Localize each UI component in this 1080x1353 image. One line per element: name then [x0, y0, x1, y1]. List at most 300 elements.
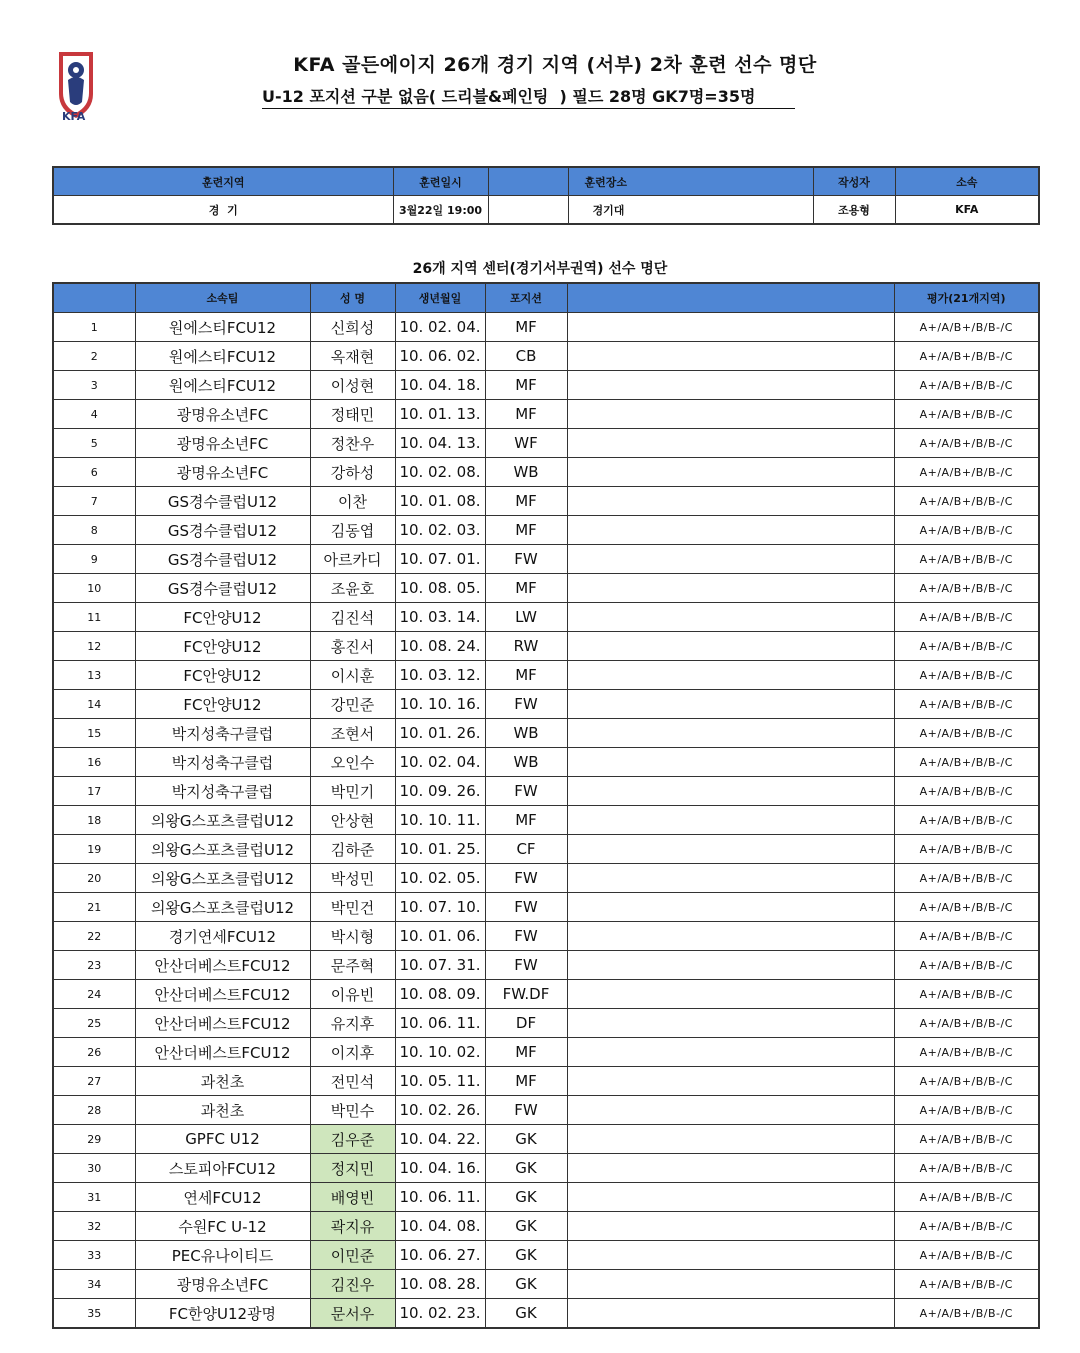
row-player-name: 조현서: [310, 719, 395, 748]
info-header-author: 작성자: [813, 167, 895, 196]
row-blank: [567, 603, 894, 632]
row-birthdate: 10. 08. 05.: [395, 574, 485, 603]
col-header-blank: [567, 283, 894, 313]
row-position: MF: [485, 516, 567, 545]
row-blank: [567, 864, 894, 893]
row-evaluation: A+/A/B+/B/B-/C: [894, 545, 1039, 574]
row-number: 8: [53, 516, 135, 545]
info-header-affiliation: 소속: [895, 167, 1039, 196]
row-birthdate: 10. 02. 05.: [395, 864, 485, 893]
row-position: LW: [485, 603, 567, 632]
row-birthdate: 10. 03. 14.: [395, 603, 485, 632]
info-region: 경 기: [53, 196, 393, 225]
row-player-name: 박민기: [310, 777, 395, 806]
info-blank: [488, 196, 568, 225]
row-number: 12: [53, 632, 135, 661]
row-blank: [567, 487, 894, 516]
row-birthdate: 10. 04. 22.: [395, 1125, 485, 1154]
col-header-birth: 생년월일: [395, 283, 485, 313]
row-blank: [567, 1009, 894, 1038]
table-row: [53, 719, 1039, 748]
col-header-name: 성 명: [310, 283, 395, 313]
row-player-name: 조윤호: [310, 574, 395, 603]
row-evaluation: A+/A/B+/B/B-/C: [894, 400, 1039, 429]
row-team: GS경수클럽U12: [135, 487, 310, 516]
table-row: [53, 777, 1039, 806]
row-birthdate: 10. 06. 11.: [395, 1183, 485, 1212]
row-number: 7: [53, 487, 135, 516]
row-player-name: 강민준: [310, 690, 395, 719]
row-number: 10: [53, 574, 135, 603]
table-row: [53, 429, 1039, 458]
training-info-table: [52, 166, 1040, 225]
row-team: 의왕G스포츠클럽U12: [135, 806, 310, 835]
row-blank: [567, 1154, 894, 1183]
row-blank: [567, 748, 894, 777]
row-number: 30: [53, 1154, 135, 1183]
row-team: 안산더베스트FCU12: [135, 1009, 310, 1038]
row-blank: [567, 777, 894, 806]
table-row: [53, 806, 1039, 835]
row-team: 안산더베스트FCU12: [135, 951, 310, 980]
row-number: 21: [53, 893, 135, 922]
info-header-region: 훈련지역: [53, 167, 393, 196]
row-player-name: 배영빈: [310, 1183, 395, 1212]
row-player-name: 유지후: [310, 1009, 395, 1038]
row-player-name: 김우준: [310, 1125, 395, 1154]
row-number: 29: [53, 1125, 135, 1154]
row-player-name: 김하준: [310, 835, 395, 864]
row-team: 과천초: [135, 1067, 310, 1096]
row-number: 14: [53, 690, 135, 719]
row-birthdate: 10. 07. 01.: [395, 545, 485, 574]
row-birthdate: 10. 08. 24.: [395, 632, 485, 661]
row-player-name: 홍진서: [310, 632, 395, 661]
row-position: MF: [485, 400, 567, 429]
row-blank: [567, 458, 894, 487]
table-row: [53, 748, 1039, 777]
table-row: [53, 574, 1039, 603]
col-header-team: 소속팀: [135, 283, 310, 313]
table-row: [53, 342, 1039, 371]
row-evaluation: A+/A/B+/B/B-/C: [894, 342, 1039, 371]
row-blank: [567, 719, 894, 748]
row-number: 31: [53, 1183, 135, 1212]
row-birthdate: 10. 06. 27.: [395, 1241, 485, 1270]
row-number: 4: [53, 400, 135, 429]
row-blank: [567, 922, 894, 951]
table-row: [53, 1212, 1039, 1241]
row-number: 5: [53, 429, 135, 458]
row-blank: [567, 545, 894, 574]
row-player-name: 이민준: [310, 1241, 395, 1270]
row-number: 15: [53, 719, 135, 748]
row-evaluation: A+/A/B+/B/B-/C: [894, 835, 1039, 864]
row-blank: [567, 1212, 894, 1241]
row-evaluation: A+/A/B+/B/B-/C: [894, 1067, 1039, 1096]
row-number: 27: [53, 1067, 135, 1096]
table-row: [53, 922, 1039, 951]
table-row: [53, 835, 1039, 864]
row-blank: [567, 1270, 894, 1299]
row-team: 박지성축구클럽: [135, 719, 310, 748]
row-evaluation: A+/A/B+/B/B-/C: [894, 429, 1039, 458]
row-position: GK: [485, 1299, 567, 1329]
row-position: FW: [485, 690, 567, 719]
table-row: [53, 980, 1039, 1009]
row-blank: [567, 951, 894, 980]
row-position: MF: [485, 661, 567, 690]
row-player-name: 안상현: [310, 806, 395, 835]
row-player-name: 이지후: [310, 1038, 395, 1067]
row-number: 26: [53, 1038, 135, 1067]
table-row: [53, 1299, 1039, 1329]
row-team: 안산더베스트FCU12: [135, 980, 310, 1009]
row-blank: [567, 1038, 894, 1067]
row-player-name: 이찬: [310, 487, 395, 516]
row-player-name: 곽지유: [310, 1212, 395, 1241]
row-team: 박지성축구클럽: [135, 777, 310, 806]
row-player-name: 이유빈: [310, 980, 395, 1009]
table-row: [53, 690, 1039, 719]
table-row: [53, 632, 1039, 661]
row-evaluation: A+/A/B+/B/B-/C: [894, 574, 1039, 603]
row-number: 23: [53, 951, 135, 980]
row-birthdate: 10. 08. 09.: [395, 980, 485, 1009]
row-number: 19: [53, 835, 135, 864]
row-evaluation: A+/A/B+/B/B-/C: [894, 1241, 1039, 1270]
row-number: 35: [53, 1299, 135, 1329]
row-player-name: 정찬우: [310, 429, 395, 458]
row-number: 1: [53, 313, 135, 342]
row-blank: [567, 1241, 894, 1270]
row-team: 과천초: [135, 1096, 310, 1125]
row-birthdate: 10. 02. 04.: [395, 748, 485, 777]
row-birthdate: 10. 04. 13.: [395, 429, 485, 458]
logo-text: KFA: [62, 110, 86, 123]
row-team: GS경수클럽U12: [135, 516, 310, 545]
row-blank: [567, 342, 894, 371]
row-birthdate: 10. 06. 02.: [395, 342, 485, 371]
row-position: MF: [485, 313, 567, 342]
row-birthdate: 10. 02. 04.: [395, 313, 485, 342]
row-player-name: 문서우: [310, 1299, 395, 1329]
row-birthdate: 10. 01. 06.: [395, 922, 485, 951]
row-number: 34: [53, 1270, 135, 1299]
row-blank: [567, 400, 894, 429]
row-number: 20: [53, 864, 135, 893]
row-team: 원에스티FCU12: [135, 313, 310, 342]
row-position: MF: [485, 371, 567, 400]
row-evaluation: A+/A/B+/B/B-/C: [894, 458, 1039, 487]
row-evaluation: A+/A/B+/B/B-/C: [894, 690, 1039, 719]
row-blank: [567, 516, 894, 545]
row-team: GS경수클럽U12: [135, 574, 310, 603]
roster-table: [52, 282, 1040, 1329]
row-player-name: 박시형: [310, 922, 395, 951]
row-birthdate: 10. 02. 26.: [395, 1096, 485, 1125]
info-datetime: 3월22일 19:00: [393, 196, 488, 225]
row-position: FW: [485, 893, 567, 922]
row-player-name: 전민석: [310, 1067, 395, 1096]
row-evaluation: A+/A/B+/B/B-/C: [894, 1125, 1039, 1154]
row-birthdate: 10. 10. 02.: [395, 1038, 485, 1067]
row-number: 18: [53, 806, 135, 835]
row-player-name: 신희성: [310, 313, 395, 342]
row-team: GS경수클럽U12: [135, 545, 310, 574]
row-number: 3: [53, 371, 135, 400]
row-blank: [567, 1125, 894, 1154]
table-row: [53, 1096, 1039, 1125]
row-number: 17: [53, 777, 135, 806]
row-evaluation: A+/A/B+/B/B-/C: [894, 719, 1039, 748]
table-row: [53, 1270, 1039, 1299]
row-number: 11: [53, 603, 135, 632]
row-player-name: 이성현: [310, 371, 395, 400]
row-number: 6: [53, 458, 135, 487]
row-evaluation: A+/A/B+/B/B-/C: [894, 487, 1039, 516]
col-header-no: [53, 283, 135, 313]
table-row: [53, 1183, 1039, 1212]
row-birthdate: 10. 06. 11.: [395, 1009, 485, 1038]
row-team: FC안양U12: [135, 603, 310, 632]
row-player-name: 박민건: [310, 893, 395, 922]
row-birthdate: 10. 01. 26.: [395, 719, 485, 748]
row-number: 25: [53, 1009, 135, 1038]
row-position: GK: [485, 1154, 567, 1183]
row-blank: [567, 661, 894, 690]
info-header-blank: [488, 167, 568, 196]
roster-caption: 26개 지역 센터(경기서부권역) 선수 명단: [412, 261, 668, 277]
row-position: GK: [485, 1125, 567, 1154]
table-row: [53, 661, 1039, 690]
table-row: [53, 1067, 1039, 1096]
row-blank: [567, 1299, 894, 1329]
row-position: MF: [485, 574, 567, 603]
row-birthdate: 10. 01. 25.: [395, 835, 485, 864]
row-evaluation: A+/A/B+/B/B-/C: [894, 516, 1039, 545]
row-blank: [567, 806, 894, 835]
row-player-name: 김진석: [310, 603, 395, 632]
row-birthdate: 10. 02. 03.: [395, 516, 485, 545]
row-position: GK: [485, 1212, 567, 1241]
row-number: 28: [53, 1096, 135, 1125]
row-player-name: 박성민: [310, 864, 395, 893]
row-player-name: 정태민: [310, 400, 395, 429]
row-evaluation: A+/A/B+/B/B-/C: [894, 313, 1039, 342]
row-position: GK: [485, 1241, 567, 1270]
row-blank: [567, 1183, 894, 1212]
row-position: WB: [485, 748, 567, 777]
row-player-name: 오인수: [310, 748, 395, 777]
row-position: FW: [485, 1096, 567, 1125]
row-evaluation: A+/A/B+/B/B-/C: [894, 922, 1039, 951]
row-team: FC안양U12: [135, 690, 310, 719]
row-blank: [567, 1096, 894, 1125]
row-evaluation: A+/A/B+/B/B-/C: [894, 806, 1039, 835]
row-blank: [567, 893, 894, 922]
page-title: KFA 골든에이지 26개 경기 지역 (서부) 2차 훈련 선수 명단: [293, 54, 817, 76]
row-position: DF: [485, 1009, 567, 1038]
row-evaluation: A+/A/B+/B/B-/C: [894, 980, 1039, 1009]
row-birthdate: 10. 08. 28.: [395, 1270, 485, 1299]
row-number: 2: [53, 342, 135, 371]
row-team: 수원FC U-12: [135, 1212, 310, 1241]
row-evaluation: A+/A/B+/B/B-/C: [894, 632, 1039, 661]
row-team: 박지성축구클럽: [135, 748, 310, 777]
table-row: [53, 1241, 1039, 1270]
row-number: 32: [53, 1212, 135, 1241]
row-blank: [567, 574, 894, 603]
row-number: 13: [53, 661, 135, 690]
row-player-name: 박민수: [310, 1096, 395, 1125]
row-birthdate: 10. 05. 11.: [395, 1067, 485, 1096]
row-birthdate: 10. 04. 18.: [395, 371, 485, 400]
row-team: FC안양U12: [135, 661, 310, 690]
row-evaluation: A+/A/B+/B/B-/C: [894, 893, 1039, 922]
row-position: FW: [485, 951, 567, 980]
row-position: FW: [485, 922, 567, 951]
row-team: 스토피아FCU12: [135, 1154, 310, 1183]
info-place: 경기대: [568, 196, 813, 225]
row-team: 광명유소년FC: [135, 400, 310, 429]
row-team: 광명유소년FC: [135, 429, 310, 458]
row-evaluation: A+/A/B+/B/B-/C: [894, 1212, 1039, 1241]
row-number: 22: [53, 922, 135, 951]
row-evaluation: A+/A/B+/B/B-/C: [894, 951, 1039, 980]
row-position: CB: [485, 342, 567, 371]
row-birthdate: 10. 09. 26.: [395, 777, 485, 806]
table-row: [53, 458, 1039, 487]
row-team: FC안양U12: [135, 632, 310, 661]
info-author: 조용형: [813, 196, 895, 225]
row-number: 24: [53, 980, 135, 1009]
table-row: [53, 516, 1039, 545]
row-birthdate: 10. 04. 16.: [395, 1154, 485, 1183]
row-evaluation: A+/A/B+/B/B-/C: [894, 661, 1039, 690]
row-birthdate: 10. 10. 11.: [395, 806, 485, 835]
row-evaluation: A+/A/B+/B/B-/C: [894, 603, 1039, 632]
row-position: MF: [485, 1067, 567, 1096]
row-team: FC한양U12광명: [135, 1299, 310, 1329]
table-row: [53, 1154, 1039, 1183]
row-evaluation: A+/A/B+/B/B-/C: [894, 748, 1039, 777]
row-evaluation: A+/A/B+/B/B-/C: [894, 1038, 1039, 1067]
row-position: RW: [485, 632, 567, 661]
info-header-datetime: 훈련일시: [393, 167, 488, 196]
table-row: [53, 313, 1039, 342]
table-row: [53, 371, 1039, 400]
row-team: 의왕G스포츠클럽U12: [135, 893, 310, 922]
row-position: FW: [485, 545, 567, 574]
row-blank: [567, 429, 894, 458]
row-blank: [567, 632, 894, 661]
row-position: MF: [485, 1038, 567, 1067]
row-team: 연세FCU12: [135, 1183, 310, 1212]
row-player-name: 옥재현: [310, 342, 395, 371]
row-player-name: 아르카디: [310, 545, 395, 574]
col-header-evaluation: 평가(21개지역): [894, 283, 1039, 313]
table-row: [53, 951, 1039, 980]
row-position: WB: [485, 719, 567, 748]
table-row: [53, 400, 1039, 429]
row-position: WB: [485, 458, 567, 487]
row-blank: [567, 835, 894, 864]
row-team: 원에스티FCU12: [135, 371, 310, 400]
table-row: [53, 864, 1039, 893]
row-birthdate: 10. 01. 08.: [395, 487, 485, 516]
row-evaluation: A+/A/B+/B/B-/C: [894, 1270, 1039, 1299]
row-number: 16: [53, 748, 135, 777]
row-position: FW.DF: [485, 980, 567, 1009]
row-blank: [567, 371, 894, 400]
row-birthdate: 10. 10. 16.: [395, 690, 485, 719]
table-row: [53, 545, 1039, 574]
row-evaluation: A+/A/B+/B/B-/C: [894, 1096, 1039, 1125]
row-position: CF: [485, 835, 567, 864]
row-team: 의왕G스포츠클럽U12: [135, 835, 310, 864]
row-blank: [567, 313, 894, 342]
row-team: 경기연세FCU12: [135, 922, 310, 951]
row-position: MF: [485, 806, 567, 835]
row-position: FW: [485, 864, 567, 893]
row-evaluation: A+/A/B+/B/B-/C: [894, 1299, 1039, 1329]
row-evaluation: A+/A/B+/B/B-/C: [894, 1154, 1039, 1183]
table-row: [53, 1125, 1039, 1154]
row-evaluation: A+/A/B+/B/B-/C: [894, 864, 1039, 893]
page-subtitle: U-12 포지션 구분 없음( 드리블&페인팅 ) 필드 28명 GK7명=35명: [262, 84, 795, 109]
row-player-name: 김진우: [310, 1270, 395, 1299]
row-position: GK: [485, 1270, 567, 1299]
table-row: [53, 603, 1039, 632]
table-row: [53, 1009, 1039, 1038]
info-affiliation: KFA: [895, 196, 1039, 225]
row-evaluation: A+/A/B+/B/B-/C: [894, 777, 1039, 806]
row-player-name: 문주혁: [310, 951, 395, 980]
row-player-name: 이시훈: [310, 661, 395, 690]
row-evaluation: A+/A/B+/B/B-/C: [894, 1183, 1039, 1212]
row-blank: [567, 690, 894, 719]
table-row: [53, 1038, 1039, 1067]
row-blank: [567, 980, 894, 1009]
table-row: [53, 487, 1039, 516]
row-number: 9: [53, 545, 135, 574]
row-birthdate: 10. 02. 08.: [395, 458, 485, 487]
row-position: FW: [485, 777, 567, 806]
row-birthdate: 10. 07. 10.: [395, 893, 485, 922]
row-birthdate: 10. 03. 12.: [395, 661, 485, 690]
row-player-name: 김동엽: [310, 516, 395, 545]
row-position: WF: [485, 429, 567, 458]
row-evaluation: A+/A/B+/B/B-/C: [894, 1009, 1039, 1038]
row-team: PEC유나이티드: [135, 1241, 310, 1270]
row-team: 광명유소년FC: [135, 1270, 310, 1299]
row-player-name: 정지민: [310, 1154, 395, 1183]
row-team: 원에스티FCU12: [135, 342, 310, 371]
row-team: 광명유소년FC: [135, 458, 310, 487]
row-blank: [567, 1067, 894, 1096]
table-row: [53, 893, 1039, 922]
row-team: GPFC U12: [135, 1125, 310, 1154]
row-birthdate: 10. 04. 08.: [395, 1212, 485, 1241]
row-birthdate: 10. 02. 23.: [395, 1299, 485, 1329]
row-birthdate: 10. 01. 13.: [395, 400, 485, 429]
col-header-position: 포지션: [485, 283, 567, 313]
row-position: GK: [485, 1183, 567, 1212]
row-evaluation: A+/A/B+/B/B-/C: [894, 371, 1039, 400]
row-birthdate: 10. 07. 31.: [395, 951, 485, 980]
row-player-name: 강하성: [310, 458, 395, 487]
